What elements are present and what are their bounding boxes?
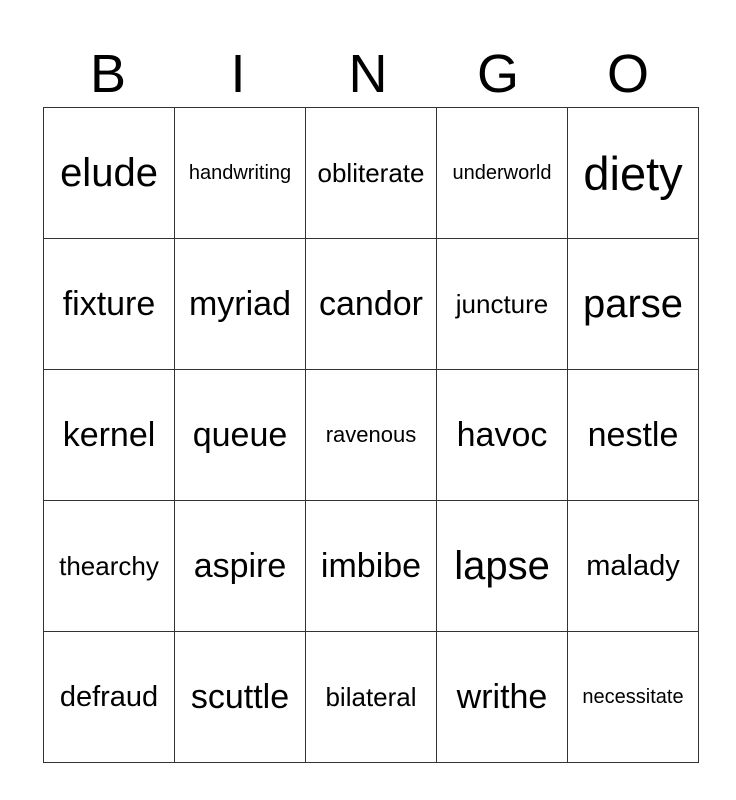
grid-cell: juncture (437, 239, 568, 370)
bingo-grid (43, 107, 699, 763)
grid-cell: queue (175, 370, 306, 501)
grid-cell: aspire (175, 501, 306, 632)
grid-row (44, 239, 699, 370)
grid-row (44, 370, 699, 501)
grid-cell: defraud (44, 632, 175, 763)
header-letter-b: B (89, 44, 127, 104)
grid-row (44, 632, 699, 763)
grid-row (44, 501, 699, 632)
header-letter-i: I (230, 44, 246, 104)
grid-cell: myriad (175, 239, 306, 370)
grid-cell: imbibe (306, 501, 437, 632)
grid-cell: necessitate (568, 632, 699, 763)
grid-cell: nestle (568, 370, 699, 501)
bingo-header (43, 44, 693, 104)
grid-cell: lapse (437, 501, 568, 632)
grid-cell: havoc (437, 370, 568, 501)
grid-cell: diety (568, 108, 699, 239)
grid-row (44, 108, 699, 239)
grid-cell: thearchy (44, 501, 175, 632)
header-letter-g: G (476, 44, 519, 104)
header-letter-n: N (348, 44, 388, 104)
grid-cell: scuttle (175, 632, 306, 763)
grid-cell: underworld (437, 108, 568, 239)
grid-cell: fixture (44, 239, 175, 370)
grid-cell: ravenous (306, 370, 437, 501)
grid-cell: handwriting (175, 108, 306, 239)
grid-cell: writhe (437, 632, 568, 763)
grid-cell: bilateral (306, 632, 437, 763)
grid-cell: malady (568, 501, 699, 632)
grid-cell: kernel (44, 370, 175, 501)
grid-cell: parse (568, 239, 699, 370)
header-letter-o: O (606, 44, 649, 104)
grid-cell: candor (306, 239, 437, 370)
grid-cell: obliterate (306, 108, 437, 239)
grid-cell: elude (44, 108, 175, 239)
